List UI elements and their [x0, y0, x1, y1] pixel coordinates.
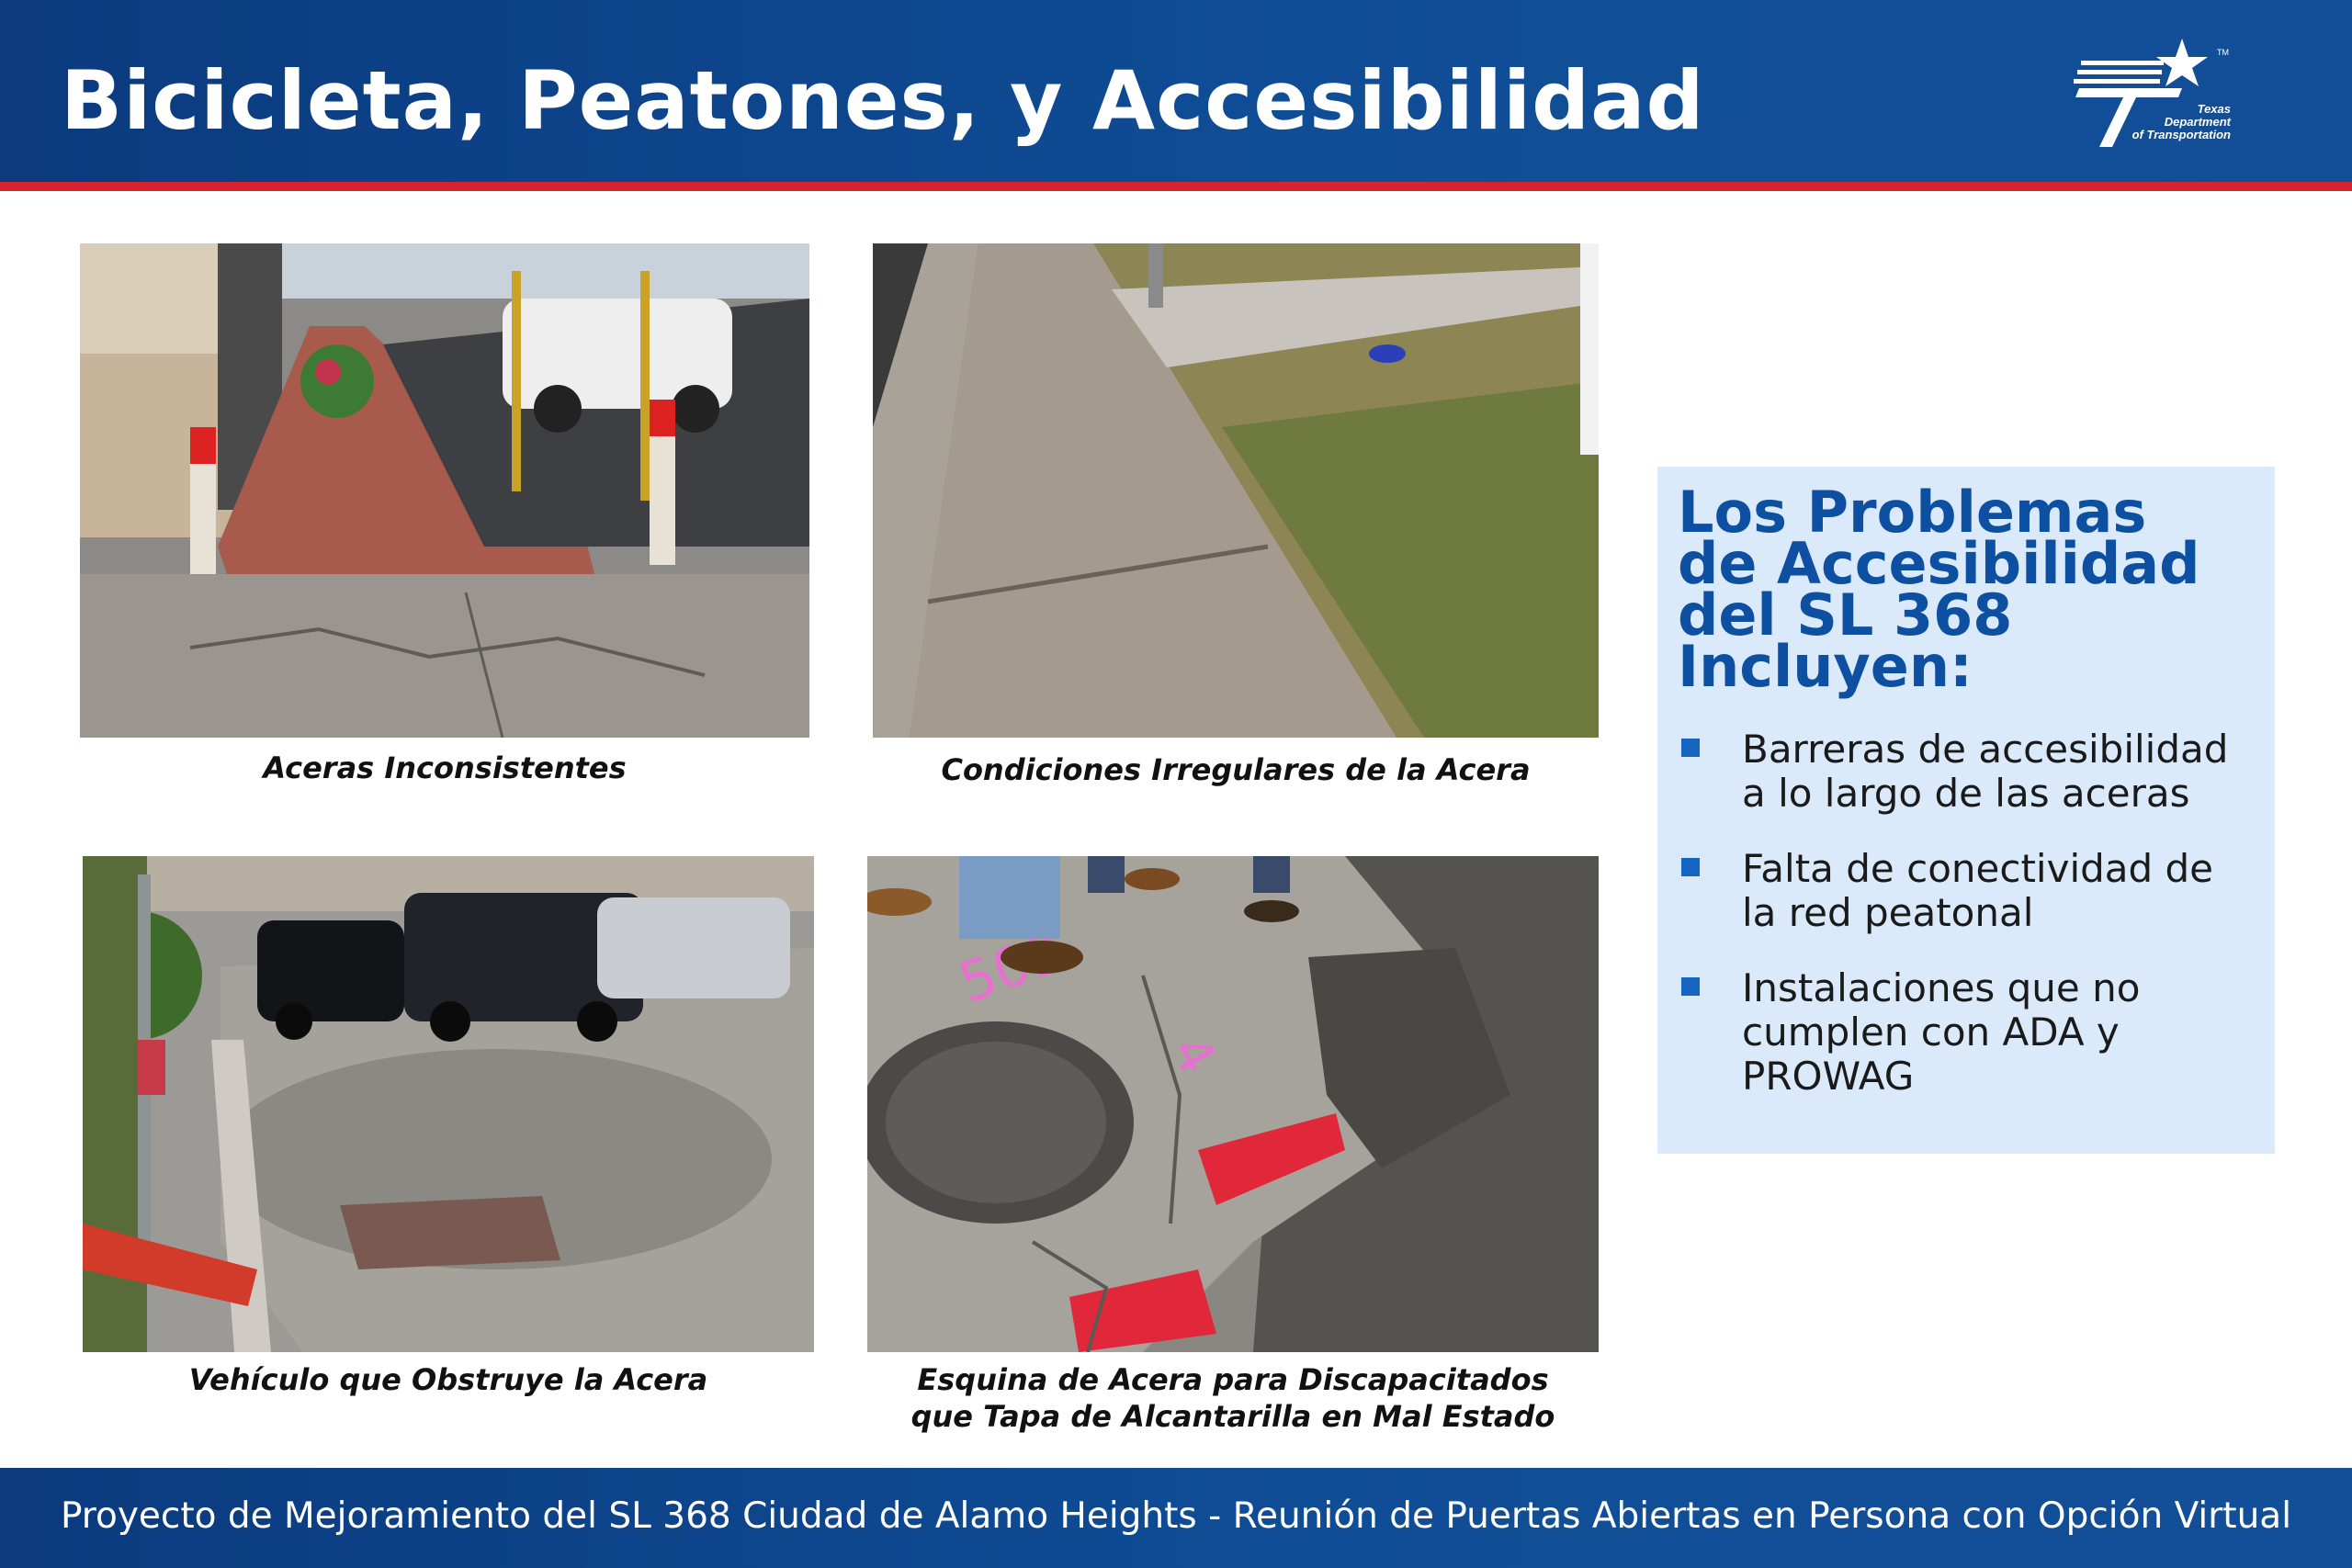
- svg-text:4: 4: [1159, 1025, 1227, 1084]
- photo-inconsistent-sidewalks: [80, 243, 809, 738]
- caption-photo-1: Aceras Inconsistentes: [263, 750, 627, 785]
- logo-tm: TM: [2217, 48, 2229, 57]
- bullet-square-icon: [1681, 977, 1700, 996]
- bullet-square-icon: [1681, 739, 1700, 757]
- logo-text: Texas Department of Transportation: [2132, 102, 2231, 141]
- footer-text: Proyecto de Mejoramiento del SL 368 Ciudad de Alamo Heights - Reunión de Puertas Abiertas en Persona con Opción Virtual: [60, 1495, 2292, 1537]
- bullet-square-icon: [1681, 858, 1700, 876]
- caption-photo-4: Esquina de Acera para Discapacitados que Tapa de Alcantarilla en Mal Estado: [910, 1362, 1555, 1434]
- photo-damaged-curb-ramp: [867, 856, 1599, 1352]
- header-bar: [0, 0, 2352, 182]
- accessibility-issues-panel: Los Problemas de Accesibilidad del SL 368 Incluyen: Barreras de accesibilidad a lo largo de las aceras Falta de conectividad de la red peatonal Instalaciones que no cumplen con ADA y PROWAG: [1657, 467, 2275, 1154]
- slide-title: Bicicleta, Peatones, y Accesibilidad: [61, 53, 1705, 148]
- header-stripe: [0, 182, 2352, 191]
- photo-vehicle-blocking-sidewalk: [83, 856, 814, 1352]
- photo-irregular-sidewalk: [873, 243, 1599, 738]
- caption-photo-3: Vehículo que Obstruye la Acera: [188, 1362, 708, 1397]
- footer-bar: [0, 1468, 2352, 1568]
- panel-heading: Los Problemas de Accesibilidad del SL 368 Incluyen:: [1678, 479, 2200, 700]
- caption-photo-2: Condiciones Irregulares de la Acera: [941, 752, 1531, 787]
